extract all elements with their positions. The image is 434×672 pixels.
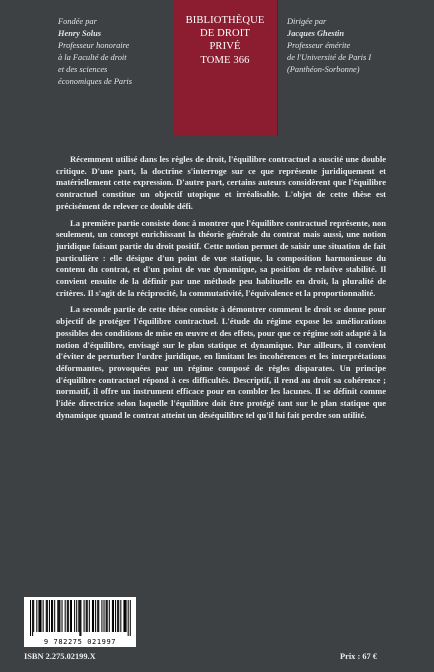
director-line: de l'Université de Paris I xyxy=(287,53,372,62)
founder-line: économiques de Paris xyxy=(58,77,132,86)
founder-line: Professeur honoraire xyxy=(58,41,130,50)
summary-paragraph: La seconde partie de cette thèse consiste à démontrer comment le droit se donne pour objectif de protéger l'équilibre contractuel. L'étude du régime expose les améliorations possibles des conditions de mise en œuvre et des effets, pour que ce régime soit adapté à la notion d'équilibre, envisagé sur le plan statique et dynamique. Par ailleurs, il convient d'éviter de perturber l'ordre juridique, en limitant les incohérences et les interprétations déformantes, provoquées par un régime composé de règles disparates. Un principe d'équilibre contractuel répond à ces difficultés. Descriptif, il rend au droit sa cohérence ; normatif, il offre un instrument efficace pour en combler les lacunes. Il se définit comme l'idée directrice selon laquelle l'équilibre doit être protégé tant sur le plan statique que dynamique quand le contrat atteint un déséquilibre tel qu'il lui fait perdre son utilité. xyxy=(56,304,386,420)
summary-paragraph: Récemment utilisé dans les règles de droit, l'équilibre contractuel a suscité une double critique. D'une part, la doctrine s'interroge sur ce que représente juridiquement et matériellement cette expression. D'autre part, certains auteurs considèrent que l'équilibre contractuel constitue un objectif utopique et irréalisable. L'objet de cette thèse est précisément de relever ce double défi. xyxy=(56,154,386,211)
director-line: Professeur émérite xyxy=(287,41,351,50)
founder-line: et des sciences xyxy=(58,65,108,74)
director-line: (Panthéon-Sorbonne) xyxy=(287,65,360,74)
founder-name: Henry Solus xyxy=(58,29,102,38)
series-volume: TOME 366 xyxy=(200,54,250,66)
founder-block xyxy=(58,16,170,88)
founder-line: à la Faculté de droit xyxy=(58,53,127,62)
series-line: DE DROIT xyxy=(200,28,250,40)
barcode-digits: 9 782275 021997 xyxy=(43,638,117,646)
director-line: Dirigée par xyxy=(287,17,327,26)
founder-line: Fondée par xyxy=(58,17,97,26)
isbn: ISBN 2.275.02199.X xyxy=(24,652,96,661)
summary-paragraph: La première partie consiste donc à montrer que l'équilibre contractuel représente, non seulement, un concept enrichissant la théorie générale du contrat mais aussi, une notion juridique faisant partie du droit positif. Cette notion permet de saisir une situation de fait particulière : elle désigne d'un point de vue statique, la composition harmonieuse du contenu du contrat, et d'un point de vue dynamique, sa position de relative stabilité. Il convient ensuite de la définir par une méthode peu habituelle en droit, la pluralité de critères. Il s'agit de la réciprocité, la commutativité, l'équivalence et la proportionnalité. xyxy=(56,217,386,298)
series-line: BIBLIOTHÈQUE xyxy=(185,15,265,26)
price: Prix : 67 € xyxy=(340,652,377,661)
series-title-box xyxy=(173,0,278,136)
director-block xyxy=(287,16,427,76)
series-line: PRIVÉ xyxy=(209,41,241,53)
director-name: Jacques Ghestin xyxy=(287,29,345,38)
barcode xyxy=(24,597,136,647)
summary-text xyxy=(56,154,386,426)
barcode-bars xyxy=(24,597,136,637)
